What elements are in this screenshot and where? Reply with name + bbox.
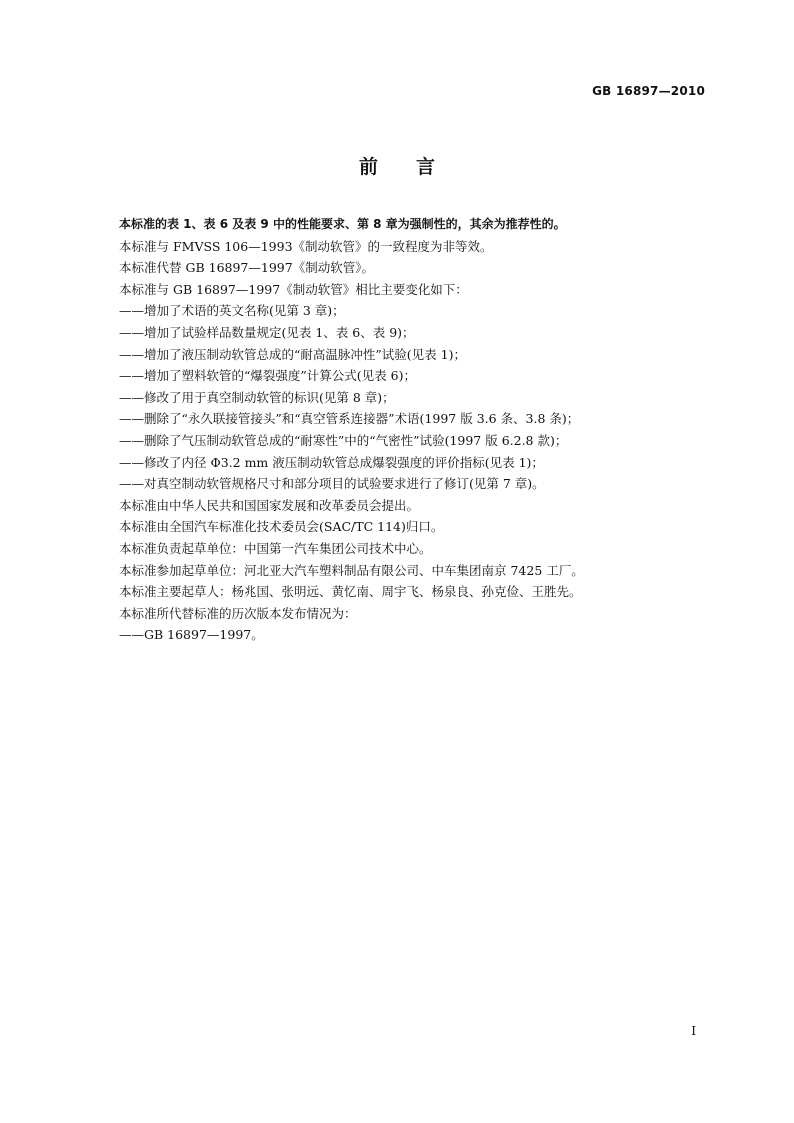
previous-edition-item: ——GB 16897—1997。 [119,627,264,643]
paragraph-changes-intro: 本标准与 GB 16897—1997《制动软管》相比主要变化如下： [119,281,468,297]
change-item: ——增加了液压制动软管总成的“耐高温脉冲性”试验(见表 1)； [119,346,466,362]
paragraph-proposed-by: 本标准由中华人民共和国国家发展和改革委员会提出。 [119,497,420,513]
change-item: ——增加了塑料软管的“爆裂强度”计算公式(见表 6)； [119,368,416,384]
change-item: ——修改了内径 Φ3.2 mm 液压制动软管总成爆裂强度的评价指标(见表 1)； [119,454,544,470]
foreword-body [119,214,719,646]
change-item: ——删除了气压制动软管总成的“耐寒性”中的“气密性”试验(1997 版 6.2.8 款)； [119,432,568,448]
paragraph-equivalence: 本标准与 FMVSS 106—1993《制动软管》的一致程度为非等效。 [119,238,493,254]
paragraph-participating-drafters: 本标准参加起草单位：河北亚大汽车塑料制品有限公司、中车集团南京 7425 工厂。 [119,562,584,578]
paragraph-administered-by: 本标准由全国汽车标准化技术委员会(SAC/TC 114)归口。 [119,519,444,535]
change-item: ——删除了“永久联接管接头”和“真空管系连接器”术语(1997 版 3.6 条、3.8 条)； [119,411,580,427]
change-item: ——增加了试验样品数量规定(见表 1、表 6、表 9)； [119,324,415,340]
page-title: 前言 [358,156,473,178]
paragraph-previous-editions: 本标准所代替标准的历次版本发布情况为： [119,605,357,621]
paragraph-main-authors: 本标准主要起草人：杨兆国、张明远、黄忆南、周宇飞、杨泉良、孙克俭、王胜先。 [119,584,582,600]
change-item: ——增加了术语的英文名称(见第 3 章)； [119,303,345,319]
change-item: ——修改了用于真空制动软管的标识(见第 8 章)； [119,389,395,405]
standard-number: GB 16897—2010 [592,84,705,98]
change-item: ——对真空制动软管规格尺寸和部分项目的试验要求进行了修订(见第 7 章)。 [119,476,545,492]
paragraph-mandatory-statement: 本标准的表 1、表 6 及表 9 中的性能要求、第 8 章为强制性的，其余为推荐性的。 [119,217,566,231]
paragraph-replaces: 本标准代替 GB 16897—1997《制动软管》。 [119,260,374,276]
page-number: I [691,1024,696,1038]
paragraph-lead-drafter: 本标准负责起草单位：中国第一汽车集团公司技术中心。 [119,540,432,556]
